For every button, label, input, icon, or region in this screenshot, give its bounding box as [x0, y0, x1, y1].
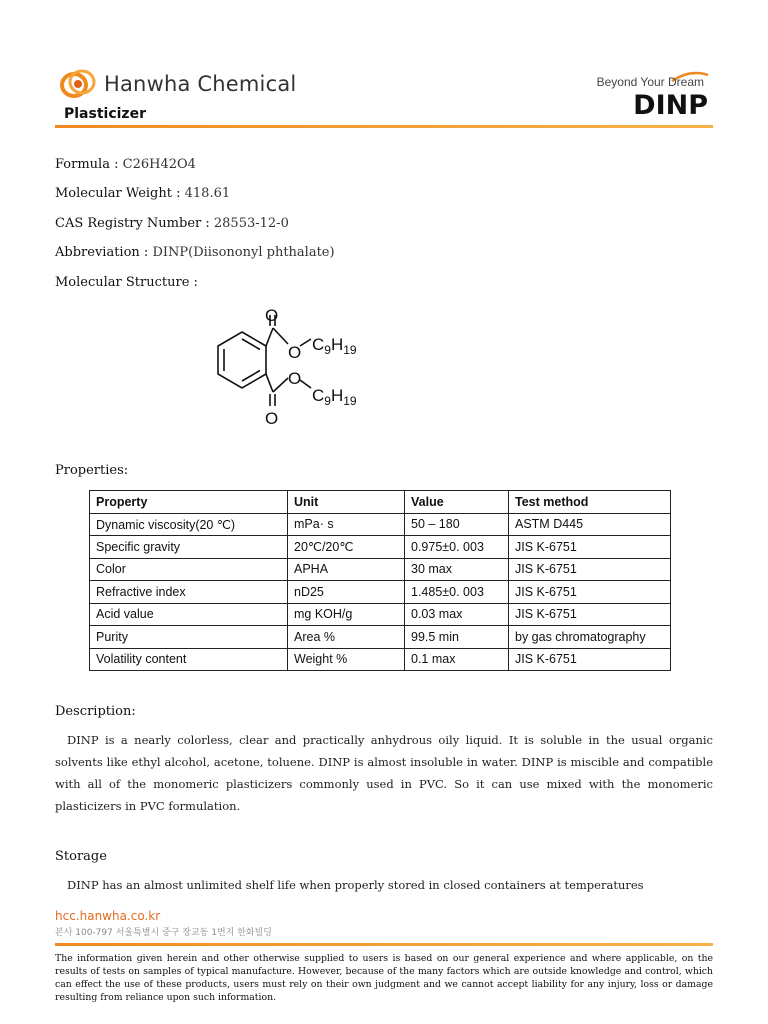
table-row [90, 558, 671, 581]
cell-property: Volatility content [90, 648, 288, 671]
storage-text [55, 874, 713, 896]
footer-divider [55, 943, 713, 946]
cell-unit: APHA [288, 558, 405, 581]
description-body: DINP is a nearly colorless, clear and practically anhydrous oily liquid. It is soluble in the usual organic solvents like ethyl alcohol, acetone, toluene. DINP is almost insoluble in water. DINP is miscible and compatible with all of the monomeric plasticizers commonly used in PVC. So it can use mixed with the monomeric plasticizers in PVC formulation. [55, 733, 713, 813]
cell-unit: mPa· s [288, 513, 405, 536]
cell-value: 1.485±0. 003 [405, 581, 509, 604]
table-row [90, 581, 671, 604]
cell-test-method: ASTM D445 [509, 513, 671, 536]
molecular-weight-value: 418.61 [184, 186, 231, 201]
storage-body: DINP has an almost unlimited shelf life when properly stored in closed containers at temperatures [67, 878, 644, 892]
cell-unit: Area % [288, 626, 405, 649]
alkyl-chain-bottom: $C_9H_{19}$ [312, 386, 357, 408]
carbonyl-oxygen-top: O [265, 306, 279, 325]
cell-property: Dynamic viscosity(20 ℃) [90, 513, 288, 536]
cell-value: 0.975±0. 003 [405, 536, 509, 559]
storage-heading: Storage [55, 849, 107, 864]
header-test-method: Test method [509, 491, 671, 514]
cas-row [55, 216, 289, 232]
cell-unit: mg KOH/g [288, 603, 405, 626]
cell-test-method: JIS K-6751 [509, 603, 671, 626]
cell-value: 50 – 180 [405, 513, 509, 536]
cell-test-method: JIS K-6751 [509, 536, 671, 559]
cell-test-method: JIS K-6751 [509, 558, 671, 581]
structure-label: Molecular Structure : [55, 275, 198, 290]
properties-table [89, 490, 671, 671]
cell-unit: 20℃/20℃ [288, 536, 405, 559]
footer-website-link[interactable]: hcc.hanwha.co.kr [55, 909, 161, 923]
cell-unit: nD25 [288, 581, 405, 604]
header-value: Value [405, 491, 509, 514]
abbreviation-row [55, 245, 335, 261]
cell-property: Acid value [90, 603, 288, 626]
table-header-row [90, 491, 671, 514]
disclaimer-text: The information given herein and other otherwise supplied to users is based on our general experience and where applicable, on the results of tests on samples of typical manufacture. However, because of the many factors which are outside knowledge and control, which can effect the use of these products, users must rely on their own judgment and we cannot accept liability for any injury, loss or damage resulting from reliance upon such information. [55, 953, 713, 1003]
description-heading: Description: [55, 704, 136, 719]
cell-property: Color [90, 558, 288, 581]
cell-value: 99.5 min [405, 626, 509, 649]
document-subtitle: Plasticizer [64, 106, 146, 122]
cell-value: 0.1 max [405, 648, 509, 671]
company-name: Hanwha Chemical [104, 72, 297, 96]
table-row [90, 536, 671, 559]
formula-row [55, 157, 196, 173]
cas-value: 28553-12-0 [213, 216, 289, 231]
molecular-weight-row [55, 186, 230, 202]
cell-value: 0.03 max [405, 603, 509, 626]
carbonyl-oxygen-bottom: O [265, 409, 279, 428]
cell-test-method: JIS K-6751 [509, 581, 671, 604]
table-row [90, 626, 671, 649]
table-row [90, 513, 671, 536]
ester-oxygen-top: O [288, 343, 302, 362]
cell-test-method: JIS K-6751 [509, 648, 671, 671]
formula-label: Formula : [55, 157, 119, 172]
cell-property: Specific gravity [90, 536, 288, 559]
cell-value: 30 max [405, 558, 509, 581]
header-unit: Unit [288, 491, 405, 514]
cell-test-method: by gas chromatography [509, 626, 671, 649]
hanwha-logo-icon [58, 66, 100, 102]
cas-label: CAS Registry Number : [55, 216, 210, 231]
description-text [55, 729, 713, 817]
alkyl-chain-top: $C_9H_{19}$ [312, 335, 357, 357]
molecular-structure-diagram [196, 304, 396, 432]
cell-property: Refractive index [90, 581, 288, 604]
abbreviation-value: DINP(Diisononyl phthalate) [152, 245, 335, 260]
properties-heading: Properties: [55, 463, 129, 478]
ester-oxygen-bottom: O [288, 369, 302, 388]
footer-address: 본사 100-797 서울특별시 중구 장교동 1번지 한화빌딩 [55, 928, 272, 938]
formula-value: C26H42O4 [122, 157, 196, 172]
table-row [90, 648, 671, 671]
table-row [90, 603, 671, 626]
header-property: Property [90, 491, 288, 514]
product-title: DINP [633, 90, 708, 121]
abbreviation-label: Abbreviation : [55, 245, 149, 260]
tagline: Beyond Your Dream [596, 75, 704, 89]
header-divider [55, 125, 713, 128]
molecular-weight-label: Molecular Weight : [55, 186, 181, 201]
cell-unit: Weight % [288, 648, 405, 671]
cell-property: Purity [90, 626, 288, 649]
